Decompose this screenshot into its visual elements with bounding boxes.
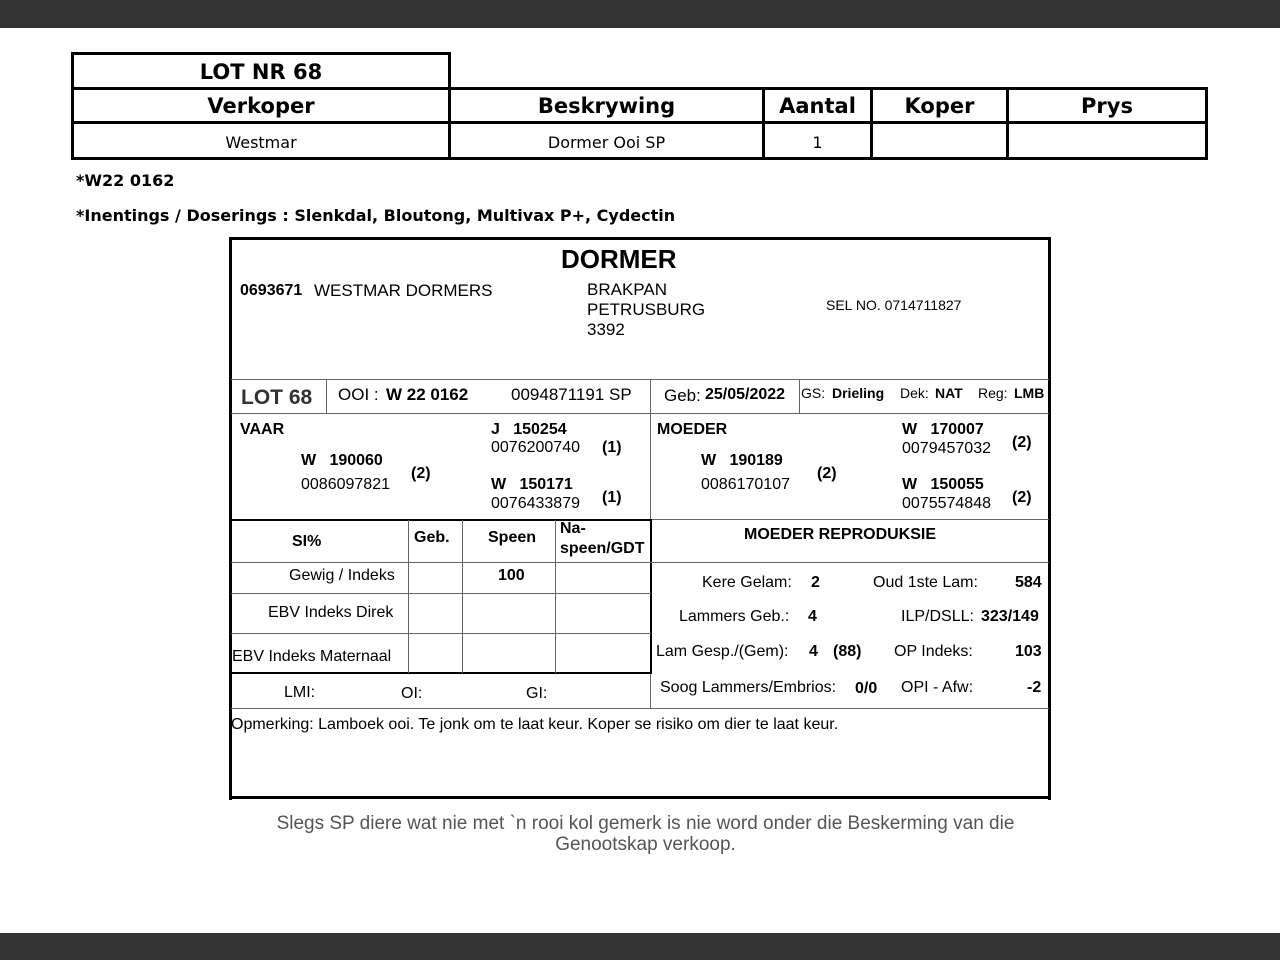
breeder-number: 0693671 [240,282,303,299]
top-bar [0,0,1280,28]
card-lot: LOT 68 [241,386,313,409]
remarks [231,717,838,733]
lammers-geb-value: 4 [808,608,817,625]
reg-value: LMB [1014,385,1045,401]
id-note: *W22 0162 [76,171,175,190]
bottom-bar [0,933,1280,960]
ooi-label: OOI : [338,385,379,404]
header-prys: Prys [1006,87,1208,124]
header-koper: Koper [870,87,1009,124]
repro-title: MOEDER REPRODUKSIE [744,526,937,543]
ooi-registration: 0094871191 SP [511,385,632,404]
soog-value: 0/0 [855,680,878,697]
vaar-count: (2) [411,465,431,482]
moeder-registration: 0086170107 [701,476,790,493]
header-verkoper: Verkoper [71,87,451,124]
speen-header: Speen [488,529,537,546]
remarks-text: Lamboek ooi. Te jonk om te laat keur. Koper se risiko om dier te laat keur. [318,716,839,733]
address-line-1: BRAKPAN [587,280,667,299]
moeder-id: W 190189 [701,452,783,469]
birth-label: Geb: [664,386,701,405]
opi-value: -2 [1027,679,1042,696]
vaar-sire-count: (1) [602,439,622,456]
remarks-label: Opmerking: [231,716,314,733]
naspeen-header-line-2: speen/GDT [560,540,645,557]
row-ebv-maternaal-label: EBV Indeks Maternaal [232,648,392,665]
cell-koper [870,121,1009,160]
cell-verkoper: Westmar [71,121,451,160]
op-label: OP Indeks: [894,643,973,660]
lmi-label: LMI: [284,684,316,701]
footer-note-line-1: Slegs SP diere wat nie met `n rooi kol gemerk is nie word onder die Beskerming van die [276,813,1015,834]
cell-beskrywing: Dormer Ooi SP [448,121,765,160]
moeder-count: (2) [817,465,837,482]
si-header: SI% [292,533,322,550]
vaar-sire-id: J 150254 [491,421,567,438]
reg-label: Reg: [978,385,1008,401]
oud-label: Oud 1ste Lam: [873,574,978,591]
lam-gesp-label: Lam Gesp./(Gem): [656,643,789,660]
lammers-geb-label: Lammers Geb.: [679,608,790,625]
vaar-id: W 190060 [301,452,383,469]
kere-gelam-label: Kere Gelam: [702,574,792,591]
row-gewig-speen: 100 [498,567,525,584]
moeder-dam-count: (2) [1012,489,1032,506]
address-line-3: 3392 [587,320,625,339]
vaar-sire-registration: 0076200740 [491,439,580,456]
sel-number: SEL NO. 0714711827 [826,297,962,313]
row-gewig-label: Gewig / Indeks [289,567,395,584]
lot-number-cell: LOT NR 68 [71,52,451,89]
breeder-name: WESTMAR DORMERS [314,281,493,300]
header-aantal: Aantal [762,87,873,124]
dek-value: NAT [935,385,963,401]
moeder-dam-id: W 150055 [902,476,984,493]
gi-label: GI: [526,685,548,702]
moeder-sire-registration: 0079457032 [902,440,991,457]
lam-gesp-value: 4 [809,643,818,660]
moeder-dam-registration: 0075574848 [902,495,991,512]
vaar-label: VAAR [240,421,285,438]
vaccination-note: *Inentings / Doserings : Slenkdal, Bloutong, Multivax P+, Cydectin [76,206,676,225]
address-line-2: PETRUSBURG [587,300,706,319]
footer-note-line-2: Genootskap verkoop. [555,834,736,855]
vaar-dam-registration: 0076433879 [491,495,580,512]
vaar-registration: 0086097821 [301,476,390,493]
cell-prys [1006,121,1208,160]
moeder-sire-id: W 170007 [902,421,984,438]
header-beskrywing: Beskrywing [448,87,765,124]
oud-value: 584 [1015,574,1042,591]
geb-header: Geb. [414,529,450,546]
breed-title: DORMER [561,244,677,274]
opi-label: OPI - Afw: [901,679,974,696]
ilp-value: 323/149 [981,608,1039,625]
dek-label: Dek: [900,385,929,401]
op-value: 103 [1015,643,1042,660]
birth-date: 25/05/2022 [705,386,786,403]
gs-label: GS: [801,385,826,401]
vaar-dam-count: (1) [602,489,622,506]
ilp-label: ILP/DSLL: [901,608,974,625]
moeder-sire-count: (2) [1012,434,1032,451]
vaar-dam-id: W 150171 [491,476,573,493]
moeder-label: MOEDER [657,421,728,438]
lam-gem-value: (88) [833,643,862,660]
naspeen-header-line-1: Na- [560,520,586,537]
ooi-id: W 22 0162 [386,385,469,404]
kere-gelam-value: 2 [811,574,820,591]
gs-value: Drieling [832,385,885,401]
row-ebv-direk-label: EBV Indeks Direk [268,604,394,621]
soog-label: Soog Lammers/Embrios: [660,679,837,696]
oi-label: OI: [401,685,423,702]
cell-aantal: 1 [762,121,873,160]
